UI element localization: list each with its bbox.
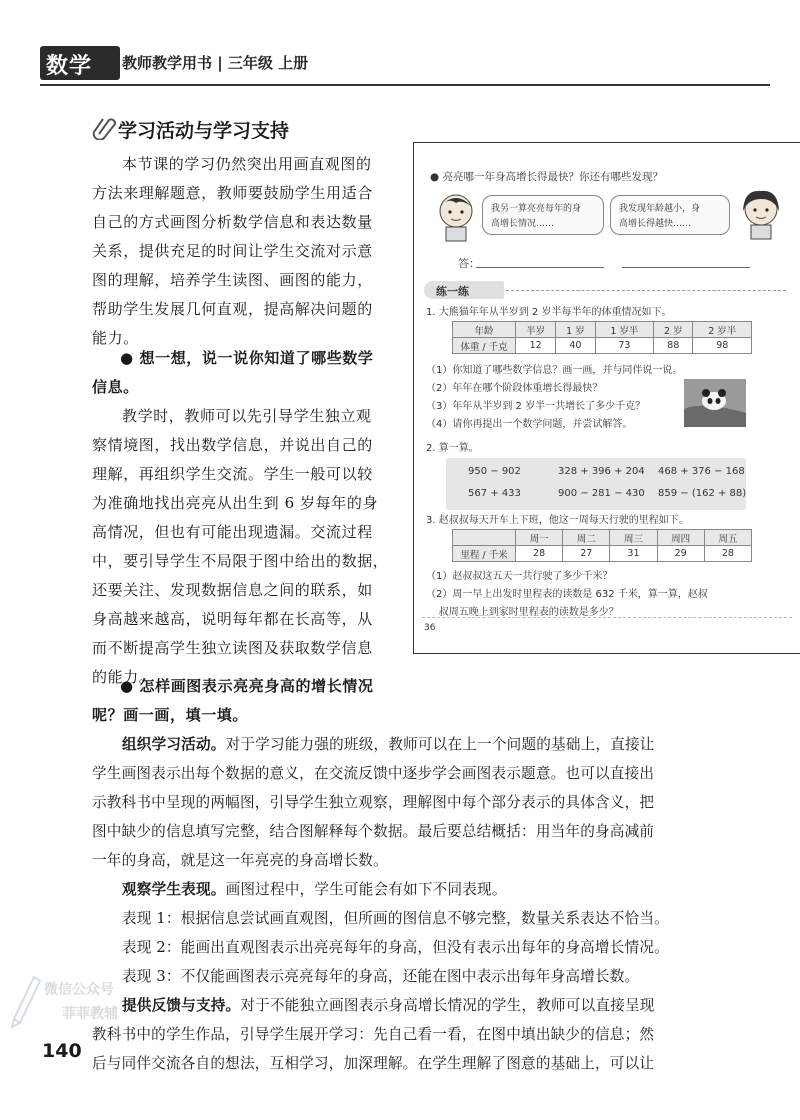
table-cell (453, 530, 516, 546)
table-cell: 31 (610, 546, 657, 562)
calc-expression: 567 + 433 (468, 488, 521, 499)
q2-line-text: 学生画图表示出每个数据的意义，在交流反馈中逐步学会画图表示题意。也可以直接出 (92, 765, 655, 782)
textbook-excerpt (413, 142, 800, 654)
excerpt-footer-line (422, 617, 792, 618)
q2-line-text: 表现 2：能画出直观图表示出亮亮每年的身高，但没有表示出每年的身高增长情况。 (122, 939, 669, 956)
q1-heading-line: 信息。 (92, 378, 139, 396)
intro-line: 能力。 (92, 329, 139, 347)
intro-line: 本节课的学习仍然突出用画直观图的 (122, 155, 372, 173)
calculation-panel (446, 458, 746, 510)
problem-3-item: （1）赵叔叔这五天一共行驶了多少千米？ (426, 571, 613, 582)
mileage-table (452, 529, 752, 562)
table-row (453, 546, 752, 562)
table-cell: 1 岁半 (595, 322, 653, 338)
q1-body (92, 402, 392, 692)
table-cell: 周一 (516, 530, 563, 546)
table-cell: 体重 / 千克 (453, 338, 516, 354)
paperclip-icon (92, 114, 116, 140)
q1-line: 中，要引导学生不局限于图中给出的数据， (92, 552, 389, 570)
q2-line-text: 后与同伴交流各自的想法，互相学习，加深理解。在学生理解了图意的基础上，可以让 (92, 1055, 655, 1072)
q2-line (92, 759, 712, 788)
problem-3-item: 叔周五晚上到家时里程表的读数是多少？ (426, 607, 619, 618)
table-row (453, 530, 752, 546)
table-cell: 29 (657, 546, 704, 562)
q1-line: 身高越来越高，说明每年都在长高等，从 (92, 610, 373, 628)
table-cell: 里程 / 千米 (453, 546, 516, 562)
bubble-text: 我发现年龄越小，身 (619, 204, 701, 214)
problem-3-item: （2）周一早上出发时里程表的读数是 632 千米，算一算，赵叔 (426, 589, 708, 600)
q2-line-text: 表现 3：不仅能画图表示亮亮每年的身高，还能在图中表示出每年身高增长数。 (122, 968, 640, 985)
problem-1-item: （2）年年在哪个阶段体重增长得最快？ (426, 383, 603, 394)
q2-line-text: 表现 1：根据信息尝试画直观图，但所画的图信息不够完整，数量关系表达不恰当。 (122, 910, 669, 927)
q2-line (92, 817, 712, 846)
intro-paragraph (92, 150, 392, 353)
q2-line (92, 1020, 712, 1049)
problem-1-text: 1. 大熊猫年年从半岁到 2 岁半每半年的体重情况如下。 (426, 307, 672, 318)
watermark-line: 菲菲教辅 (62, 1006, 118, 1022)
practice-divider (506, 290, 786, 291)
q2-line-text: 对于学习能力强的班级，教师可以在上一个问题的基础上，直接让 (225, 736, 655, 753)
q1-line: 为准确地找出亮亮从出生到 6 岁每年的身 (92, 494, 379, 512)
table-row (453, 338, 752, 354)
speech-bubble-boy (482, 195, 604, 235)
intro-line: 帮助学生发展几何直观，提高解决问题的 (92, 300, 373, 318)
q1-line: 还要关注、发现数据信息之间的联系，如 (92, 581, 373, 599)
problem-3-text: 3. 赵叔叔每天开车上下班，他这一周每天行驶的里程如下。 (426, 515, 689, 526)
bubble-text: 高增长得越快…… (619, 219, 692, 229)
excerpt-question: ● 亮亮哪一年身高增长得最快？你还有哪些发现？ (430, 171, 663, 183)
calc-expression: 468 + 376 − 168 (658, 466, 745, 477)
q2-line-text: 教科书中的学生作品，引导学生展开学习：先自己看一看，在图中填出缺少的信息；然 (92, 1026, 655, 1043)
table-cell: 周三 (610, 530, 657, 546)
page-number: 140 (42, 1040, 82, 1062)
table-cell: 12 (516, 338, 556, 354)
calc-expression: 900 − 281 − 430 (558, 488, 645, 499)
table-cell: 73 (595, 338, 653, 354)
intro-line: 方法来理解题意，教师要鼓励学生用适合 (92, 184, 373, 202)
girl-avatar (732, 185, 790, 243)
practice-badge (424, 281, 504, 299)
q1-line: 而不断提高学生独立读图及获取数学信息 (92, 639, 373, 657)
bubble-text: 我另一算亮亮每年的身 (491, 204, 582, 214)
panda-photo (684, 379, 746, 427)
q2-line-text: 一年的身高，就是这一年亮亮的身高增长数。 (92, 852, 388, 869)
excerpt-page-number: 36 (424, 623, 436, 633)
header-divider (40, 84, 770, 86)
q2-line (92, 875, 712, 904)
q2-heading-line: 呢？画一画，填一填。 (92, 706, 249, 724)
intro-line: 图的理解，培养学生读图、画图的能力， (92, 271, 373, 289)
table-cell: 周二 (563, 530, 610, 546)
answer-line (622, 267, 750, 268)
problem-2-text: 2. 算一算。 (426, 443, 479, 454)
table-cell: 周五 (704, 530, 751, 546)
q2-line (92, 933, 712, 962)
answer-line (476, 267, 604, 268)
q1-heading-line: ● 想一想，说一说你知道了哪些数学 (120, 349, 374, 367)
section-title: 学习活动与学习支持 (118, 120, 290, 142)
q1-line: 教学时，教师可以先引导学生独立观 (122, 407, 372, 425)
calc-expression: 328 + 396 + 204 (558, 466, 645, 477)
speech-bubble-girl (610, 195, 730, 235)
table-cell: 1 岁 (556, 322, 595, 338)
q2-line (92, 846, 712, 875)
table-cell: 28 (516, 546, 563, 562)
q2-line-text: 示教科书中呈现的两幅图，引导学生独立观察，理解图中每个部分表示的具体含义，把 (92, 794, 655, 811)
q2-heading-line: ● 怎样画图表示亮亮身高的增长情况 (120, 677, 374, 695)
q2-line-text: 对于不能独立画图表示身高增长情况的学生，教师可以直接呈现 (240, 997, 655, 1014)
header-title: 教师教学用书 | 三年级 上册 (122, 54, 309, 72)
table-cell: 28 (704, 546, 751, 562)
pencil-icon (6, 969, 44, 1029)
q2-line (92, 904, 712, 933)
table-cell: 88 (654, 338, 693, 354)
q2-line-lead: 观察学生表现。 (122, 881, 226, 898)
q2-line (92, 730, 712, 759)
q2-line (92, 991, 712, 1020)
problem-1-item: （4）请你再提出一个数学问题，并尝试解答。 (426, 419, 633, 430)
q1-heading (92, 344, 400, 402)
table-cell: 98 (693, 338, 752, 354)
panda-weight-table (452, 321, 752, 354)
header-logo (40, 46, 120, 80)
q2-line-lead: 组织学习活动。 (122, 736, 226, 753)
intro-line: 自己的方式画图分析数学信息和表达数量 (92, 213, 373, 231)
boy-avatar (428, 187, 484, 243)
answer-label: 答： (458, 257, 480, 270)
calc-expression: 950 − 902 (468, 466, 521, 477)
table-cell: 半岁 (516, 322, 556, 338)
table-cell: 周四 (657, 530, 704, 546)
bubble-text: 高增长情况…… (491, 219, 555, 229)
q2-line (92, 788, 712, 817)
q2-line-text: 画图过程中，学生可能会有如下不同表现。 (225, 881, 507, 898)
table-cell: 27 (563, 546, 610, 562)
q1-line: 理解，再组织学生交流。学生一般可以较 (92, 465, 373, 483)
calc-expression: 859 − (162 + 88) (658, 488, 747, 499)
q1-line: 的能力。 (92, 668, 155, 686)
intro-line: 关系，提供充足的时间让学生交流对示意 (92, 242, 373, 260)
problem-1-item: （3）年年从半岁到 2 岁半一共增长了多少千克？ (426, 401, 646, 412)
watermark-line: 微信公众号 (44, 982, 114, 998)
q1-line: 高情况，但也有可能出现遗漏。交流过程 (92, 523, 373, 541)
table-cell: 2 岁半 (693, 322, 752, 338)
problem-1-item: （1）你知道了哪些数学信息？画一画，并与同伴说一说。 (426, 365, 683, 376)
q2-line-lead: 提供反馈与支持。 (122, 997, 241, 1014)
logo-text: 数学 (46, 54, 93, 79)
table-cell: 40 (556, 338, 595, 354)
q2-line (92, 1049, 712, 1078)
q2-body (92, 730, 712, 1078)
table-cell: 年龄 (453, 322, 516, 338)
table-row (453, 322, 752, 338)
q1-line: 察情境图，找出数学信息，并说出自己的 (92, 436, 373, 454)
watermark (6, 965, 136, 1035)
practice-label: 练一练 (436, 285, 469, 298)
table-cell: 2 岁 (654, 322, 693, 338)
q2-line (92, 962, 712, 991)
q2-line-text: 图中缺少的信息填写完整，结合图解释每个数据。最后要总结概括：用当年的身高减前 (92, 823, 655, 840)
